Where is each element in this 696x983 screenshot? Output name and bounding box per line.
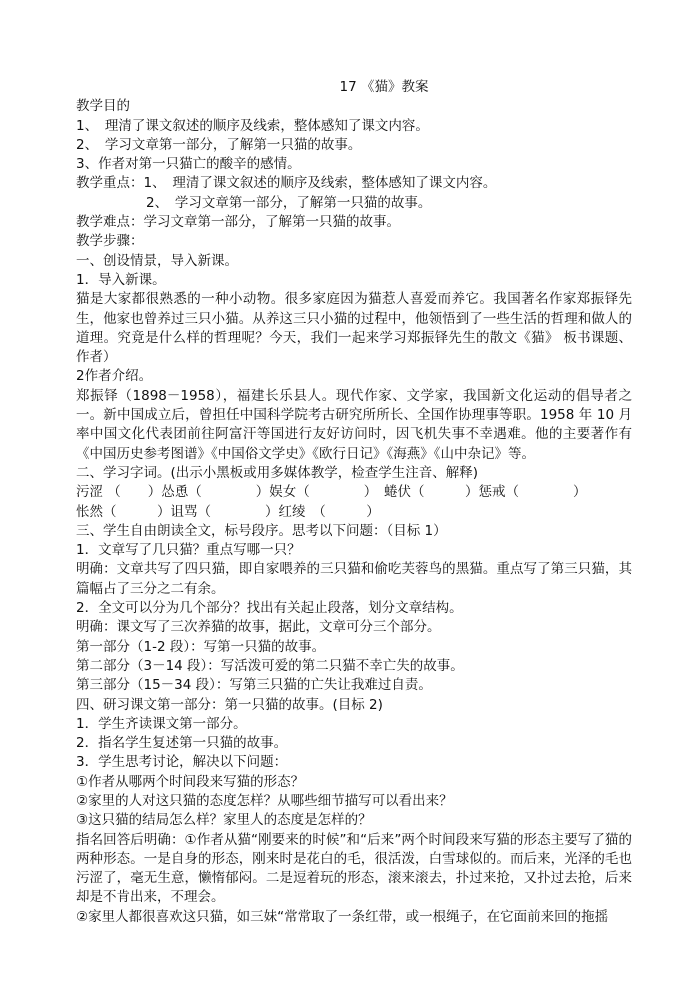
document-title: 17 《猫》教案 (339, 79, 429, 95)
answer: 指名回答后明确：①作者从猫“刚要来的时候”和“后来”两个时间段来写猫的形态主要写了猫的两种形态。一是自身的形态，刚来时是花白的毛，很活泼，白雪球似的。而后来，光泽的毛也污涩了，毫无生意，懒惰郁闷。二是逗着玩的形态，滚来滚去，扑过来抢，又扑过去抢，后来却是不肯出来，不理会。 (76, 831, 632, 906)
step-heading: 三、学生自由朗读全文，标号段序。思考以下问题：（目标 1） (76, 522, 447, 539)
vocab-line: 污涩 （ ）怂恿（ ）娱女（ ） 蜷伏（ ）惩戒（ ） (76, 484, 587, 501)
objective-item: 3、作者对第一只猫亡的酸辛的感情。 (76, 156, 301, 173)
section-heading-objectives: 教学目的 (76, 98, 130, 115)
objective-item: 1、 理清了课文叙述的顺序及线索，整体感知了课文内容。 (76, 117, 429, 134)
document-page (76, 78, 632, 927)
discussion-question: ①作者从哪两个时间段来写猫的形态？ (76, 773, 305, 790)
question: 2．全文可以分为几个部分？找出有关起止段落，划分文章结构。 (76, 600, 463, 617)
paragraph: 猫是大家都很熟悉的一种小动物。很多家庭因为猫惹人喜爱而养它。我国著名作家郑振铎先生，他家也曾养过三只小猫。从养这三只小猫的过程中，他领悟到了一些生活的哲理和做人的道理。究竟是什么样的哲理呢？今天，我们一起来学习郑振铎先生的散文《猫》 板书课题、作者） (76, 291, 632, 366)
sub-heading: 2作者介绍。 (76, 368, 153, 385)
activity-item: 3．学生思考讨论，解决以下问题： (76, 754, 288, 771)
objective-item: 2、 学习文章第一部分，了解第一只猫的故事。 (76, 136, 362, 153)
sub-heading: 1．导入新课。 (76, 271, 166, 288)
question: 1．文章写了几只猫？重点写哪一只？ (76, 542, 301, 559)
vocab-line: 怅然（ ）诅骂（ ）红绫 （ ） (76, 503, 380, 520)
step-heading: 四、研习课文第一部分：第一只猫的故事。(目标 2) (76, 696, 383, 713)
answer: 明确：课文写了三次养猫的故事，据此，文章可分三个部分。 (76, 619, 441, 636)
structure-item: 第一部分（1-2 段）：写第一只猫的故事。 (76, 638, 326, 655)
step-heading: 二、学习字词。(出示小黑板或用多媒体教学，检查学生注音、解释) (76, 464, 479, 481)
activity-item: 2．指名学生复述第一只猫的故事。 (76, 735, 288, 752)
structure-item: 第二部分（3－14 段）：写活泼可爱的第二只猫不幸亡失的故事。 (76, 657, 464, 674)
structure-item: 第三部分（15－34 段）：写第三只猫的亡失让我难过自责。 (76, 677, 432, 694)
difficult-points: 教学难点：学习文章第一部分，了解第一只猫的故事。 (76, 214, 400, 231)
key-points-item: 2、 学习文章第一部分，了解第一只猫的故事。 (146, 194, 432, 211)
key-points: 教学重点：1、 理清了课文叙述的顺序及线索，整体感知了课文内容。 (76, 175, 497, 192)
activity-item: 1．学生齐读课文第一部分。 (76, 715, 247, 732)
answer: 明确：文章共写了四只猫，即自家喂养的三只猫和偷吃芙蓉鸟的黑猫。重点写了第三只猫，其篇幅占了三分之二有余。 (76, 561, 632, 597)
paragraph: 郑振铎（1898－1958），福建长乐县人。现代作家、文学家，我国新文化运动的倡导者之一。新中国成立后，曾担任中国科学院考古研究所所长、全国作协理事等职。1958 年 10 月率中国文化代表团前往阿富汗等国进行友好访问时，因飞机失事不幸遇难。他的主要著作有《中国历史参考图谱》《中国俗文学史》《欧行日记》《海燕》《山中杂记》等。 (76, 387, 632, 462)
answer: ②家里人都很喜欢这只猫，如三妹“常常取了一条红带，或一根绳子，在它面前来回的拖摇 (76, 908, 609, 925)
discussion-question: ③这只猫的结局怎么样？家里人的态度是怎样的？ (76, 812, 372, 829)
discussion-question: ②家里的人对这只猫的态度怎样？从哪些细节描写可以看出来？ (76, 792, 453, 809)
step-heading: 一、创设情景，导入新课。 (76, 252, 238, 269)
section-heading-steps: 教学步骤： (76, 233, 144, 250)
